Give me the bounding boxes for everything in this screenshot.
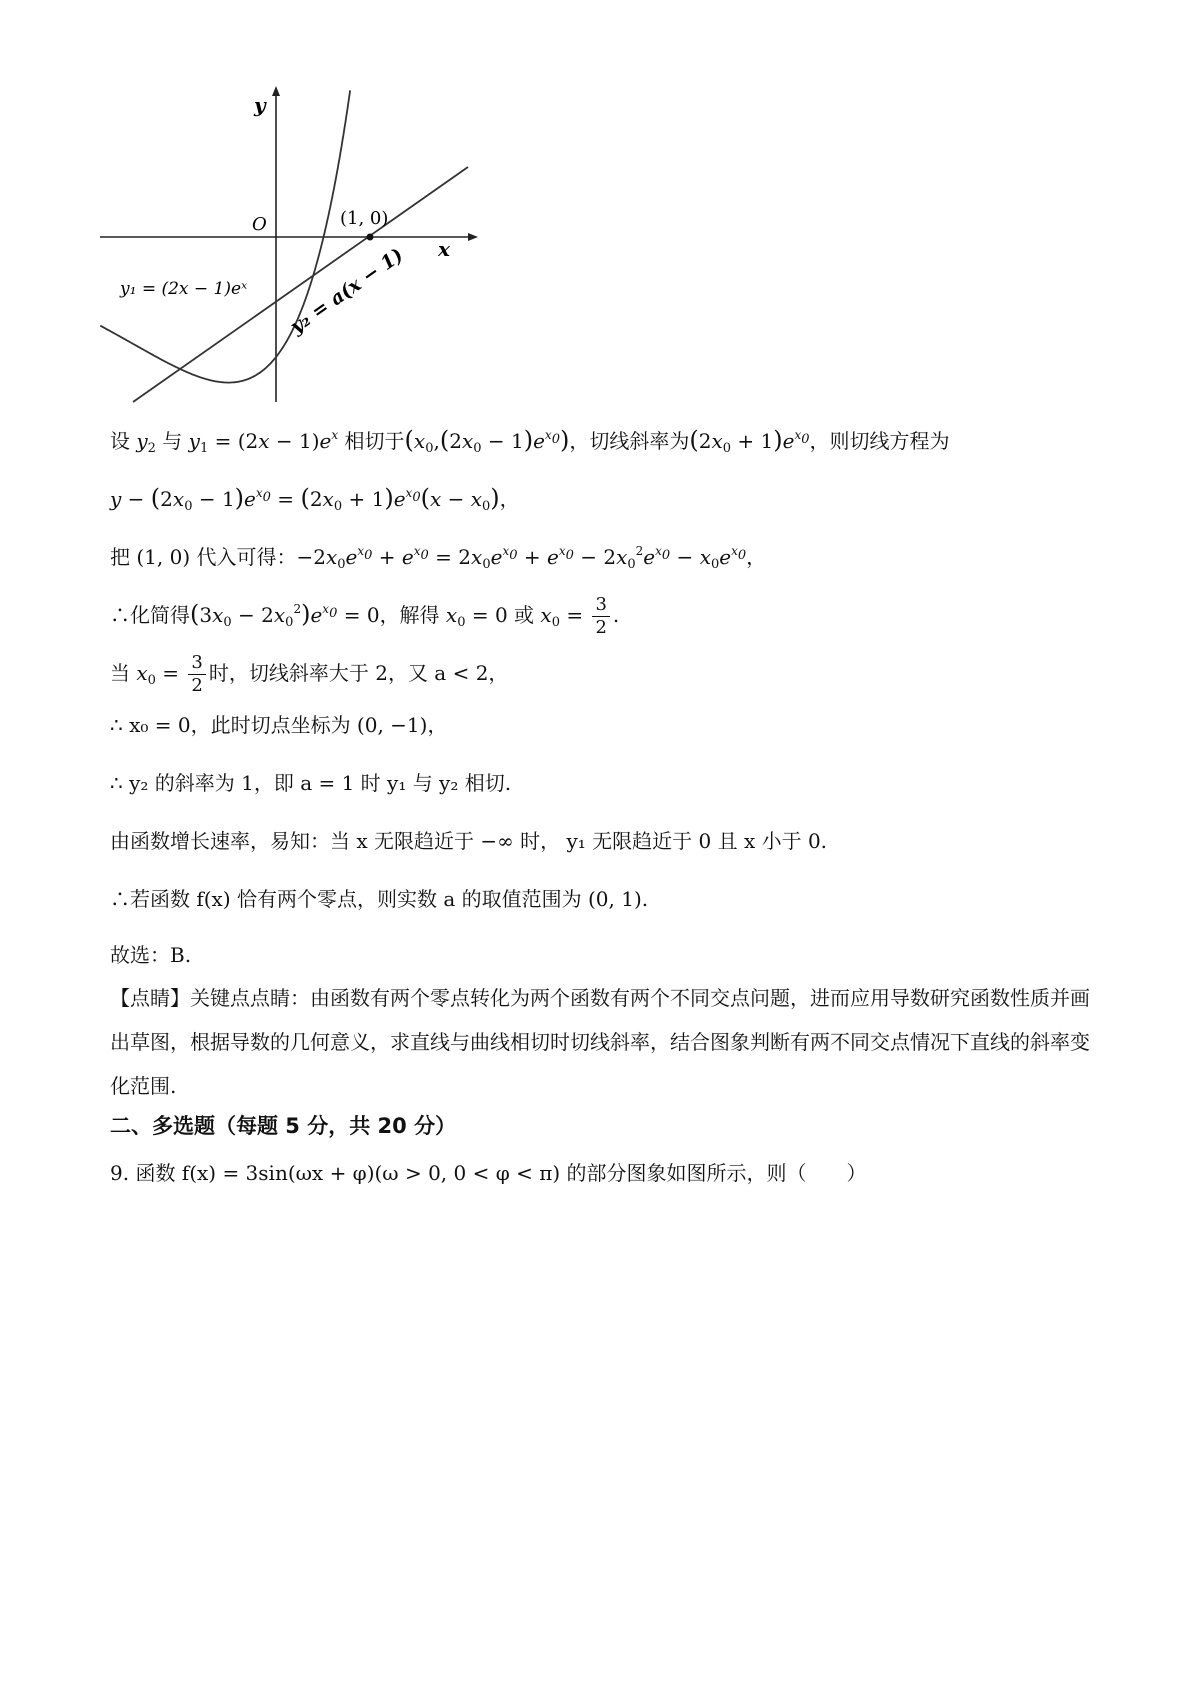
- line-substitute: 把 (1, 0) 代入可得：$-2x_0e^{x_0} + e^{x_0} = 2x_0e^{x_0} + e^{x_0} - 2x_0^2e^{x_0} - x_0e^{x_0}$，: [110, 544, 767, 572]
- x-axis-arrow-icon: [468, 233, 478, 241]
- y-axis-arrow-icon: [272, 86, 280, 96]
- fraction-3-2: $\frac{3}{2}$: [592, 594, 609, 639]
- line-limit: 由函数增长速率，易知：当 x 无限趋近于 −∞ 时， y₁ 无限趋近于 0 且 x 小于 0.: [110, 829, 828, 853]
- y-axis-label: y: [254, 93, 266, 117]
- line-answer: 故选：B.: [110, 943, 192, 967]
- line-case-3-2: 当 $x_0$ = $\frac{3}{2}$ 时，切线斜率大于 2，又 a < 2，: [110, 652, 509, 696]
- question-9: 9. 函数 f(x) = 3sin(ωx + φ)(ω > 0, 0 < φ < π) 的部分图象如图所示，则（ ）: [110, 1161, 867, 1185]
- line-simplify: ∴化简得$(3x_0 - 2x_0^2)e^{x_0} = 0$，解得 $x_0 = 0$ 或 $x_0$ = $\frac{3}{2}$ .: [110, 594, 620, 638]
- curve-label: y₁ = (2x − 1)eˣ: [120, 279, 248, 299]
- line-slope-one: ∴ y₂ 的斜率为 1，即 a = 1 时 y₁ 与 y₂ 相切.: [110, 771, 512, 795]
- origin-label: O: [252, 214, 267, 235]
- line-tangent-equation: $y - (2x_0 - 1)e^{x_0} = (2x_0 + 1)e^{x_0}(x - x_0)$，: [110, 484, 520, 514]
- x-axis-label: x: [438, 237, 450, 261]
- point-1-0: [367, 234, 374, 241]
- tip-paragraph: 【点睛】关键点点睛：由函数有两个零点转化为两个函数有两个不同交点问题，进而应用导数研究函数性质并画出草图，根据导数的几何意义，求直线与曲线相切时切线斜率，结合图象判断有两不同交点情况下直线的斜率变化范围.: [110, 986, 1090, 1098]
- function-graph: [100, 84, 480, 404]
- point-label: (1, 0): [340, 208, 389, 229]
- section-heading: 二、多选题（每题 5 分，共 20 分）: [110, 1114, 457, 1138]
- line-label: y₂ = a(x − 1): [286, 244, 408, 339]
- line-x0-zero: ∴ x₀ = 0，此时切点坐标为 (0, −1)，: [110, 713, 448, 737]
- line-tangent-setup: 设 $y_2$ 与 $y_1 = (2x - 1)e^x$ 相切于$(x_0,(2x_0 - 1)e^{x_0})$，切线斜率为$(2x_0 + 1)e^{x_0}$，则切线方程为: [110, 426, 950, 456]
- fraction-3-2-b: $\frac{3}{2}$: [188, 652, 205, 697]
- line-range: ∴若函数 f(x) 恰有两个零点，则实数 a 的取值范围为 (0, 1).: [110, 887, 649, 911]
